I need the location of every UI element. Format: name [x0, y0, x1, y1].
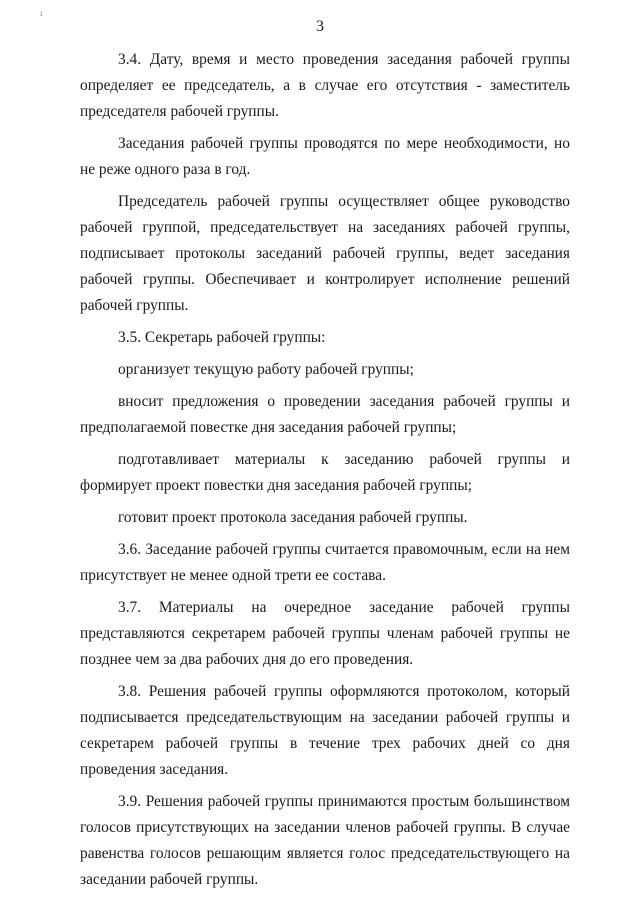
paragraph-3-9: 3.9. Решения рабочей группы принимаются простым большинством голосов присутствующих на заседании членов рабочей группы. В случае равенства голосов решающим является голос председательствующего на заседании рабочей группы. — [80, 793, 570, 888]
scan-mark: ı — [40, 8, 43, 18]
document-body — [80, 47, 570, 893]
paragraph-3-5: 3.5. Секретарь рабочей группы: — [118, 329, 326, 346]
page-number: 3 — [316, 18, 324, 35]
secretary-duty-3: подготавливает материалы к заседанию рабочей группы и формирует проект повестки дня заседания рабочей группы; — [80, 451, 570, 494]
secretary-duty-4: готовит проект протокола заседания рабочей группы. — [118, 509, 468, 526]
paragraph-3-4: 3.4. Дату, время и место проведения заседания рабочей группы определяет ее председатель, а в случае его отсутствия - заместитель председателя рабочей группы. — [80, 51, 570, 120]
paragraph-meetings-frequency: Заседания рабочей группы проводятся по мере необходимости, но не реже одного раза в год. — [80, 135, 570, 178]
paragraph-3-6: 3.6. Заседание рабочей группы считается правомочным, если на нем присутствует не менее одной трети ее состава. — [80, 541, 570, 584]
paragraph-chairman-duties: Председатель рабочей группы осуществляет общее руководство рабочей группой, председательствует на заседаниях рабочей группы, подписывает протоколы заседаний рабочей группы, ведет заседания рабочей группы. Обеспечивает и контролирует исполнение решений рабочей группы. — [80, 193, 570, 314]
paragraph-3-7: 3.7. Материалы на очередное заседание рабочей группы представляются секретарем рабочей группы членам рабочей группы не позднее чем за два рабочих дня до его проведения. — [80, 599, 570, 668]
secretary-duty-2: вносит предложения о проведении заседания рабочей группы и предполагаемой повестке дня заседания рабочей группы; — [80, 393, 570, 436]
paragraph-3-8: 3.8. Решения рабочей группы оформляются протоколом, который подписывается председательствующим на заседании рабочей группы и секретарем рабочей группы в течение трех рабочих дней со дня проведения заседания. — [80, 683, 570, 778]
secretary-duty-1: организует текущую работу рабочей группы; — [118, 361, 414, 378]
